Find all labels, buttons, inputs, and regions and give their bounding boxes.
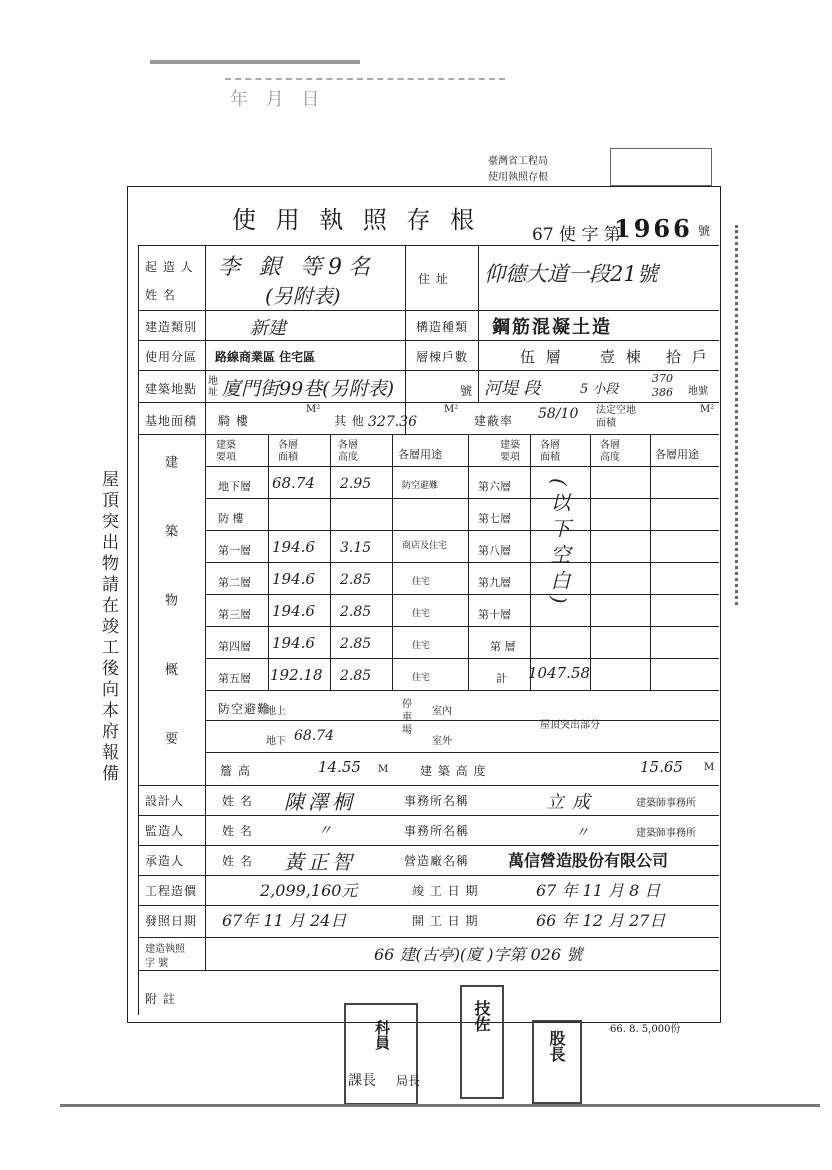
parking-indoor: 室內: [432, 706, 452, 717]
left-margin-line: [138, 245, 139, 1015]
permit-number: 1966: [614, 214, 693, 243]
row-line: [138, 434, 719, 435]
header-item-right: 建築要項: [500, 440, 520, 463]
mid-col-line: [405, 245, 406, 435]
other-value: 327.36: [368, 414, 417, 430]
floor-name-right: 第十層: [478, 608, 511, 621]
floor-use: 住宅: [412, 673, 431, 683]
designer-name: 陳澤桐: [284, 790, 356, 814]
designer-office: 立成: [546, 792, 598, 813]
header-height-left: 各層高度: [338, 440, 358, 463]
floor-name: 第二層: [218, 576, 251, 589]
parking-outdoor: 室外: [432, 736, 452, 747]
designer-office-suffix: 建築師事務所: [636, 798, 696, 809]
owner-label-bottom: 姓 名: [145, 288, 176, 302]
row-line: [138, 815, 719, 816]
issue-label: 發照日期: [145, 914, 198, 928]
area-label: 基地面積: [145, 414, 198, 428]
fax-bottom-bar: [60, 1104, 820, 1107]
office-stamp: [610, 148, 712, 186]
cost-value: 2,099,160元: [260, 881, 358, 900]
floor-name: 第五層: [218, 672, 251, 685]
fax-header-scribble: 年 月 日: [230, 89, 326, 110]
permit-number-suffix: 號: [698, 224, 711, 238]
site-label: 建築地點: [145, 382, 198, 396]
office-mark-2: 使用執照存根: [488, 172, 548, 183]
table-row-line: [205, 626, 719, 627]
zoning-label: 使用分區: [145, 350, 198, 364]
floor-use: 住宅: [412, 609, 431, 619]
floor-height: 2.85: [340, 668, 372, 684]
category-label: 建造類別: [145, 320, 198, 334]
roof-label: 屋頂突出部分: [540, 720, 600, 731]
supervisor-office: 〃: [575, 825, 589, 841]
contractor-label: 承造人: [145, 854, 185, 868]
supervisor-label: 監造人: [145, 824, 185, 838]
legal-label: 法定空地面積: [596, 405, 636, 429]
row-line: [138, 937, 719, 938]
floor-use: 住宅: [412, 641, 431, 651]
floor-name-right: 第 層: [490, 640, 516, 653]
header-use-left: 各層用途: [398, 448, 442, 461]
shelter-label-1: 防空避難: [218, 702, 271, 716]
eave-height-value: 14.55: [318, 758, 361, 776]
permit-label-top: 建造執照: [145, 944, 185, 955]
supervisor-name: 〃: [318, 823, 332, 839]
arcade-unit: M²: [306, 404, 321, 415]
table-row-line: [205, 690, 719, 691]
row-line: [138, 245, 719, 246]
header-area-left: 各層面積: [278, 440, 298, 463]
floor-area: 68.74: [272, 474, 315, 492]
site-subsection: 5 小段: [580, 382, 619, 397]
office-mark-1: 臺灣省工程局: [488, 156, 548, 167]
shelter-below-value: 68.74: [294, 728, 335, 744]
stamp-5-text: 局長: [396, 1074, 421, 1088]
table-row-line: [205, 752, 719, 753]
land-no-2: 386: [652, 386, 673, 399]
page-title: 使 用 執 照 存 根: [232, 206, 481, 234]
structure-label: 構造種類: [416, 320, 469, 334]
floor-height: 2.95: [340, 476, 372, 492]
print-info: 66. 8. 5,000份: [610, 1024, 681, 1035]
label-col-line: [205, 245, 206, 970]
blank-note: (以下空白): [547, 478, 571, 610]
supervisor-name-label: 姓 名: [222, 824, 253, 838]
fax-header-mark: [150, 60, 360, 64]
floors-label: 層棟戶數: [416, 350, 469, 364]
site-street: 廈門街99巷(另附表): [222, 378, 395, 400]
header-area-right: 各層面積: [540, 440, 560, 463]
owner-address: 仰德大道一段21號: [484, 262, 658, 286]
approval-stamp-2-text: 技佐: [472, 1000, 491, 1032]
buildings-value: 壹 棟: [600, 348, 644, 366]
households-value: 拾 戶: [666, 348, 710, 366]
category-value: 新建: [250, 318, 286, 339]
issue-value: 67年 11 月 24日: [222, 911, 347, 930]
designer-label: 設計人: [145, 794, 185, 808]
header-height-right: 各層高度: [600, 440, 620, 463]
land-no-label: 地號: [688, 386, 708, 397]
floor-area: 192.18: [270, 666, 323, 684]
table-row-line: [205, 658, 719, 659]
remarks-label: 附 註: [145, 992, 176, 1006]
floor-name: 第四層: [218, 640, 251, 653]
building-height-value: 15.65: [640, 758, 683, 776]
contractor-firm-label: 營造廠名稱: [404, 854, 470, 868]
start-value: 66 年 12 月 27日: [536, 911, 666, 930]
row-line: [138, 310, 719, 311]
row-line: [138, 845, 719, 846]
row-line: [138, 785, 719, 786]
floor-use: 防空避難: [402, 481, 439, 491]
floor-area: 194.6: [272, 538, 315, 556]
floor-area: 194.6: [272, 570, 315, 588]
contractor-name-label: 姓 名: [222, 854, 253, 868]
coverage-value: 58/10: [538, 406, 579, 422]
eave-height-label: 簷 高: [220, 764, 251, 778]
row-line: [138, 370, 719, 371]
approval-stamp-3-text: 股長: [547, 1030, 566, 1062]
floor-height: 2.85: [340, 572, 372, 588]
floor-name: 第三層: [218, 608, 251, 621]
floor-name: 防 樓: [218, 512, 244, 525]
completion-value: 67 年 11 月 8 日: [536, 881, 661, 900]
floor-height: 2.85: [340, 604, 372, 620]
street-label: 地址: [208, 376, 218, 398]
permit-label-bottom: 字 號: [145, 958, 169, 969]
floor-area: 194.6: [272, 602, 315, 620]
floor-name-right: 第七層: [478, 512, 511, 525]
zoning-options: 路線商業區 住宅區: [215, 350, 316, 364]
row-line: [138, 340, 719, 341]
completion-label: 竣 工 日 期: [412, 884, 479, 898]
address-label: 住 址: [418, 272, 449, 286]
other-label: 其 他: [334, 414, 365, 428]
row-line: [138, 402, 719, 403]
table-row-line: [205, 498, 719, 499]
table-row-line: [205, 594, 719, 595]
header-item-left: 建築要項: [216, 440, 236, 463]
left-margin-note: 屋頂突出物請在竣工後向本府報備: [98, 470, 118, 785]
building-height-label: 建 築 高 度: [420, 764, 487, 778]
floor-name: 地下層: [218, 480, 251, 493]
total-area: 1047.58: [528, 664, 591, 682]
right-edge-fragment: [735, 225, 756, 605]
floor-height: 3.15: [340, 540, 372, 556]
owner-name: 李 銀 等9名: [218, 255, 376, 280]
shelter-below: 地下: [266, 736, 286, 747]
approval-stamp-1-text: 科員: [373, 1020, 391, 1050]
arcade-label: 騎 樓: [218, 414, 249, 428]
floor-name: 第一層: [218, 544, 251, 557]
building-side-label: 建 築 物 概 要: [162, 455, 177, 771]
mid-col-line-2: [478, 245, 479, 402]
floors-value: 伍 層: [520, 348, 564, 366]
supervisor-office-suffix: 建築師事務所: [636, 828, 696, 839]
contractor-name: 黃正智: [284, 850, 356, 874]
owner-name-sub: (另附表): [265, 284, 341, 308]
row-line: [138, 875, 719, 876]
supervisor-office-label: 事務所名稱: [404, 824, 470, 838]
cost-label: 工程造價: [145, 884, 198, 898]
permit-number-prefix: 67 使 字 第: [532, 225, 621, 245]
floor-name-right: 第八層: [478, 544, 511, 557]
floor-area: 194.6: [272, 634, 315, 652]
lot-label: 號: [460, 384, 474, 398]
row-line: [138, 970, 719, 971]
building-height-unit: M: [704, 762, 715, 773]
table-row-line: [205, 720, 719, 721]
permit-value: 66 建(古亭)(廈 )字第 026 號: [374, 945, 583, 964]
floor-name-right: 計: [496, 672, 507, 685]
eave-height-unit: M: [378, 764, 389, 775]
table-row-line: [205, 530, 719, 531]
row-line: [138, 905, 719, 906]
floor-use: 住宅: [412, 577, 431, 587]
shelter-above: 地上: [266, 706, 286, 717]
start-label: 開 工 日 期: [412, 914, 479, 928]
designer-name-label: 姓 名: [222, 794, 253, 808]
land-no-1: 370: [652, 372, 673, 385]
header-use-right: 各層用途: [655, 448, 699, 461]
table-row-line: [205, 562, 719, 563]
other-unit: M²: [444, 404, 459, 415]
table-header-line: [205, 466, 719, 467]
floor-name-right: 第九層: [478, 576, 511, 589]
coverage-label: 建蔽率: [474, 414, 514, 428]
site-section: 河堤 段: [484, 379, 541, 399]
designer-office-label: 事務所名稱: [404, 794, 470, 808]
legal-unit: M²: [700, 404, 715, 415]
floor-use: 商店及住宅: [402, 541, 448, 551]
owner-label-top: 起 造 人: [145, 260, 194, 274]
floor-height: 2.85: [340, 636, 372, 652]
structure-value: 鋼筋混凝土造: [492, 317, 612, 338]
parking-label: 停車場: [402, 699, 412, 736]
floor-name-right: 第六層: [478, 480, 511, 493]
stamp-4-text: 課長: [348, 1073, 376, 1089]
contractor-firm: 萬信營造股份有限公司: [508, 851, 669, 870]
